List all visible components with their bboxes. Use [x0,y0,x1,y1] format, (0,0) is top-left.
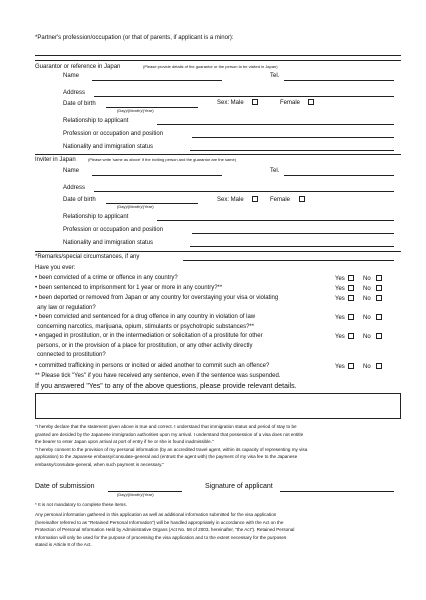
question-6-yes-label: Yes [335,364,345,370]
question-3-no-checkbox[interactable] [376,295,382,301]
question-1-yes-label: Yes [335,276,345,282]
date-of-submission-format: (Day)/(Month)/(Year) [117,492,154,497]
question-1-no-label: No [363,276,371,282]
guarantor-name-label: Name [63,73,80,79]
date-of-submission-label: Date of submission [35,483,95,490]
question-2-yes-label: Yes [335,286,345,292]
privacy-line-5: stated in Article 8 of the Act. [35,542,92,548]
declaration-line-1: "I hereby declare that the statement given above is true and correct. I understand that immigration status and period of stay to be [35,424,297,429]
optional-note: * It is not mandatory to complete these items. [35,502,127,507]
inviter-address-field[interactable] [94,191,394,192]
guarantor-profession-label: Profession or occupation and position [63,131,164,137]
guarantor-dob-format: (Day)/(Month)/(Year) [117,108,154,113]
question-3-line-1: • been deported or removed from Japan or any country for overstaying your visa or violating [35,295,279,301]
have-you-ever-label: Have you ever: [35,265,76,271]
question-5-no-label: No [363,334,371,340]
guarantor-male-checkbox[interactable] [252,99,258,105]
question-1-no-checkbox[interactable] [376,275,382,281]
guarantor-profession-field[interactable] [192,137,394,138]
guarantor-address-field[interactable] [94,96,394,97]
question-4-no-label: No [363,315,371,321]
remarks-divider [35,251,401,252]
question-3-no-label: No [363,296,371,302]
question-2-line-1: • been sentenced to imprisonment for 1 year or more in any country?** [35,285,223,291]
declaration-line-2: granted are decided by the Japanese immigration authorities upon my arrival. I understand that possession of a visa does not entitle [35,431,304,437]
guarantor-female-label: Female [280,100,301,106]
relevant-details-label: If you answered "Yes" to any of the above questions, please provide relevant details. [35,383,297,390]
signature-field[interactable] [280,491,394,492]
remarks-field[interactable] [183,260,394,261]
privacy-line-1: Any personal information gathered in this application as well as additional information submitted for the visa application [35,512,277,517]
inviter-divider [35,154,401,155]
question-6-yes-checkbox[interactable] [348,363,354,369]
question-1-yes-checkbox[interactable] [348,275,354,281]
inviter-male-checkbox[interactable] [252,196,258,202]
inviter-heading: Inviter in Japan [35,157,76,163]
question-6-no-label: No [363,364,371,370]
privacy-line-2: (hereinafter referred to as "Retained Personal Information") will be handled appropriately in accordance with the Act on the [35,519,284,525]
guarantor-relationship-field[interactable] [157,124,394,125]
inviter-nationality-field[interactable] [190,246,394,247]
inviter-female-checkbox[interactable] [299,196,305,202]
guarantor-dob-label: Date of birth [63,101,96,107]
question-5-yes-label: Yes [335,334,345,340]
signature-label: Signature of applicant [205,483,273,490]
inviter-nationality-label: Nationality and immigration status [63,240,154,246]
declaration-line-3: the bearer to enter Japan upon arrival at port of entry if he or she is found inadmissible." [35,439,214,445]
partner-field[interactable] [35,55,401,56]
guarantor-tel-label: Tel. [270,73,280,79]
declaration-line-6: embassy/consulate-general, when such payment is necessary." [35,462,164,467]
guarantor-address-label: Address [63,90,86,96]
inviter-relationship-label: Relationship to applicant [63,214,129,220]
guarantor-female-checkbox[interactable] [308,99,314,105]
partner-label: *Partner's profession/occupation (or that of parents, if applicant is a minor): [35,35,234,41]
inviter-dob-label: Date of birth [63,197,96,203]
question-4-yes-label: Yes [335,315,345,321]
guarantor-note: (Please provide details of the guarantor or the person to be visited in Japan) [143,64,278,69]
inviter-sex-label: Sex: Male [217,197,244,203]
privacy-line-3: Protection of Personal Information Held by Administrative Organs (Act No. 58 of 2003, hereinafter, "the Act"). Retained Personal [35,527,295,533]
question-3-yes-label: Yes [335,296,345,302]
inviter-dob-format: (Day)/(Month)/(Year) [117,204,154,209]
question-5-yes-checkbox[interactable] [348,333,354,339]
question-5-line-2: persons, or in the provision of a place for prostitution, or any other activity directly [37,342,253,349]
inviter-note: (Please write 'same as above' if the inviting person and the guarantor are the same) [88,157,237,162]
question-6-no-checkbox[interactable] [376,363,382,369]
inviter-name-field[interactable] [92,175,222,176]
inviter-relationship-field[interactable] [157,220,394,221]
question-2-no-checkbox[interactable] [376,285,382,291]
question-2-no-label: No [363,286,371,292]
question-4-line-1: • been convicted and sentenced for a drug offence in any country in violation of law [35,314,256,320]
question-5-no-checkbox[interactable] [376,333,382,339]
guarantor-nationality-field[interactable] [190,150,394,151]
footnote: ** Please tick "Yes" if you have received any sentence, even if the sentence was suspended. [35,373,281,379]
inviter-profession-label: Profession or occupation and position [63,227,164,233]
inviter-profession-field[interactable] [192,233,394,234]
declaration-line-5: application) to the Japanese embassy/consulate-general and (entrust the agent with) the payment of my visa fee to the Japanese [35,454,298,460]
guarantor-name-field[interactable] [92,80,222,81]
declaration-line-4: "I hereby consent to the provision of my personal information (by an accredited travel agent, within its capacity of representing my visa [35,446,308,452]
question-3-line-2: any law or regulation? [37,304,96,311]
question-4-no-checkbox[interactable] [376,314,382,320]
inviter-tel-field[interactable] [284,175,394,176]
inviter-female-label: Female [270,197,291,203]
question-1-line-1: • been convicted of a crime or offence in any country? [35,275,178,281]
guarantor-divider [35,60,401,61]
guarantor-sex-label: Sex: Male [217,100,244,106]
privacy-line-4: Information will only be used for the purpose of processing the visa application and to the extent necessary for the purposes [35,534,287,540]
question-3-yes-checkbox[interactable] [348,295,354,301]
question-6-line-1: • committed trafficking in persons or incited or aided another to commit such an offence? [35,363,270,369]
remarks-label: *Remarks/special circumstances, if any [35,254,140,260]
question-2-yes-checkbox[interactable] [348,285,354,291]
relevant-details-box[interactable] [35,393,401,419]
inviter-name-label: Name [63,168,80,174]
guarantor-nationality-label: Nationality and immigration status [63,144,154,150]
guarantor-heading: Guarantor or reference in Japan [35,64,121,70]
question-5-line-3: connected to prostitution? [37,352,106,358]
guarantor-relationship-label: Relationship to applicant [63,118,129,124]
question-4-yes-checkbox[interactable] [348,314,354,320]
guarantor-tel-field[interactable] [284,80,394,81]
inviter-address-label: Address [63,185,86,191]
question-4-line-2: concerning narcotics, marijuana, opium, stimulants or psychotropic substances?** [37,323,255,330]
inviter-tel-label: Tel. [270,168,280,174]
question-5-line-1: • engaged in prostitution, or in the intermediation or solicitation of a prostitute for other [35,333,263,339]
